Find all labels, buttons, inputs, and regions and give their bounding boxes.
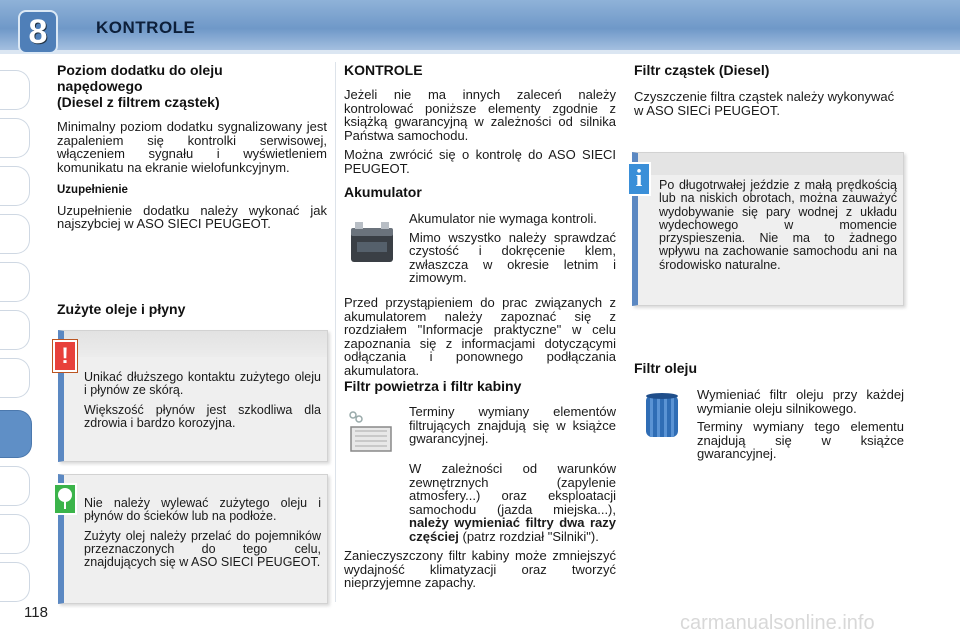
air-filter-p1: Terminy wymiany elementów filtrujących znajdują się w książce gwarancyjnej. [409,404,616,446]
air-filter-p2-end: (patrz rozdział "Silniki"). [458,528,599,544]
battery-p1: Akumulator nie wymaga kontroli. [409,211,597,226]
particle-filter-body: Czyszczenie filtra cząstek należy wykonywać w ASO SIECi PEUGEOT. [634,89,895,118]
oil-filter-p2: Terminy wymiany tego elementu znajdują się w książce gwarancyjnej. [697,419,904,461]
air-filter-side-text [409,405,616,446]
side-tab-11[interactable] [0,562,30,602]
battery-note [344,296,616,377]
header-strip [0,50,960,54]
eco-p2: Zużyty olej należy przelać do pojemników przeznaczonych do tego celu, znajdujących się w ASO SIECI PEUGEOT. [84,528,321,570]
eco-p1: Nie należy wylewać zużytego oleju i płynów do ścieków lub na podłoże. [84,496,321,524]
oil-level-title-3: (Diesel z filtrem cząstek) [57,94,220,110]
side-tab-active[interactable] [0,410,32,458]
battery-illustration [347,218,397,269]
cabin-filter-illustration [345,409,397,460]
oil-filter-illustration [642,391,682,446]
particle-filter-title: Filtr cząstek (Diesel) [634,62,770,78]
kontrole-section [344,62,616,175]
info-box [632,152,904,306]
oil-level-body: Minimalny poziom dodatku sygnalizowany jest zapaleniem się kontrolki serwisowej, włączeniem sygnału i wyświetleniem komunikatu na ekranie wielofunkcyjnym. [57,119,327,175]
air-filter-p3: Zanieczyszczony filtr kabiny może zmniejszyć wydajność klimatyzacji oraz tworzyć nieprzyjemne zapachy. [344,548,616,590]
warning-p1: Unikać dłuższego kontaktu zużytego oleju i płynów ze skórą. [84,370,321,398]
air-filter-title: Filtr powietrza i filtr kabiny [344,378,522,394]
side-tab-4[interactable] [0,214,30,254]
page-title: KONTROLE [96,18,196,37]
air-filter-body [344,462,616,590]
oil-filter-p1: Wymieniać filtr oleju przy każdej wymianie oleju silnikowego. [697,387,904,416]
page-number: 118 [24,604,48,621]
column-divider [335,62,336,602]
oil-level-title-2: napędowego [57,78,143,94]
battery-p3: Przed przystąpieniem do prac związanych z akumulatorem należy zapoznać się z rozdziałem "Informacje praktyczne" w celu zapoznania się z informacjami dotyczącymi odłączania i ponownego podłączania akumulatora. [344,295,616,378]
kontrole-title: KONTROLE [344,62,423,78]
oil-filter-text [697,388,904,461]
side-tab-1[interactable] [0,70,30,110]
used-fluids-title: Zużyte oleje i płyny [57,301,186,317]
info-icon: i [627,162,651,196]
eco-leaf-icon [53,483,77,515]
air-filter-p2 [344,462,616,543]
battery-title: Akumulator [344,184,422,200]
side-tab-9[interactable] [0,466,30,506]
warning-box [58,330,328,462]
chapter-number: 8 [28,13,48,51]
particle-filter-section [634,62,906,117]
air-filter-p2-start: W zależności od warunków zewnętrznych (zapylenie atmosfery...) oraz eksploatacji samochodu (jazda miejska...), [409,461,616,517]
warning-icon: ! [53,340,77,372]
battery-p2: Mimo wszystko należy sprawdzać czystość i dokręcenie klem, zwłaszcza w okresie letnim i zimowym. [409,229,616,285]
side-tab-2[interactable] [0,118,30,158]
side-tab-10[interactable] [0,514,30,554]
oil-level-section [57,62,327,231]
side-tab-3[interactable] [0,166,30,206]
side-tab-5[interactable] [0,262,30,302]
kontrole-intro-2: Można zwrócić się o kontrolę do ASO SIECI PEUGEOT. [344,147,616,176]
oil-level-title-1: Poziom dodatku do oleju [57,62,223,78]
info-box-header [638,153,903,175]
watermark: carmanualsonline.info [680,612,875,634]
refill-body: Uzupełnienie dodatku należy wykonać jak najszybciej w ASO SIECI PEUGEOT. [57,202,327,231]
warning-box-header [64,331,327,357]
chapter-badge[interactable] [18,10,58,54]
side-tab-6[interactable] [0,310,30,350]
battery-side-text [409,212,616,285]
kontrole-intro-1: Jeżeli nie ma innych zaleceń należy kontrolować poniższe elementy zgodnie z książką gwarancyjną w zależności od silnika Państwa samochodu. [344,87,616,143]
refill-title: Uzupełnienie [57,184,128,196]
info-box-body: Po długotrwałej jeździe z małą prędkością lub na niskich obrotach, można zauważyć wydobywanie się pary wodnej z układu wydechowego w momencie przyspieszenia. Nie ma to żadnego wpływu na zachowanie samochodu ani na środowisko naturalne. [659,178,897,272]
oil-filter-title: Filtr oleju [634,360,697,376]
warning-p2: Większość płynów jest szkodliwa dla zdrowia i bardzo korozyjna. [84,402,321,430]
side-tab-7[interactable] [0,358,30,398]
air-filter-p2-bold: należy wymieniać filtry dwa razy częściej [409,515,616,544]
eco-box [58,474,328,604]
